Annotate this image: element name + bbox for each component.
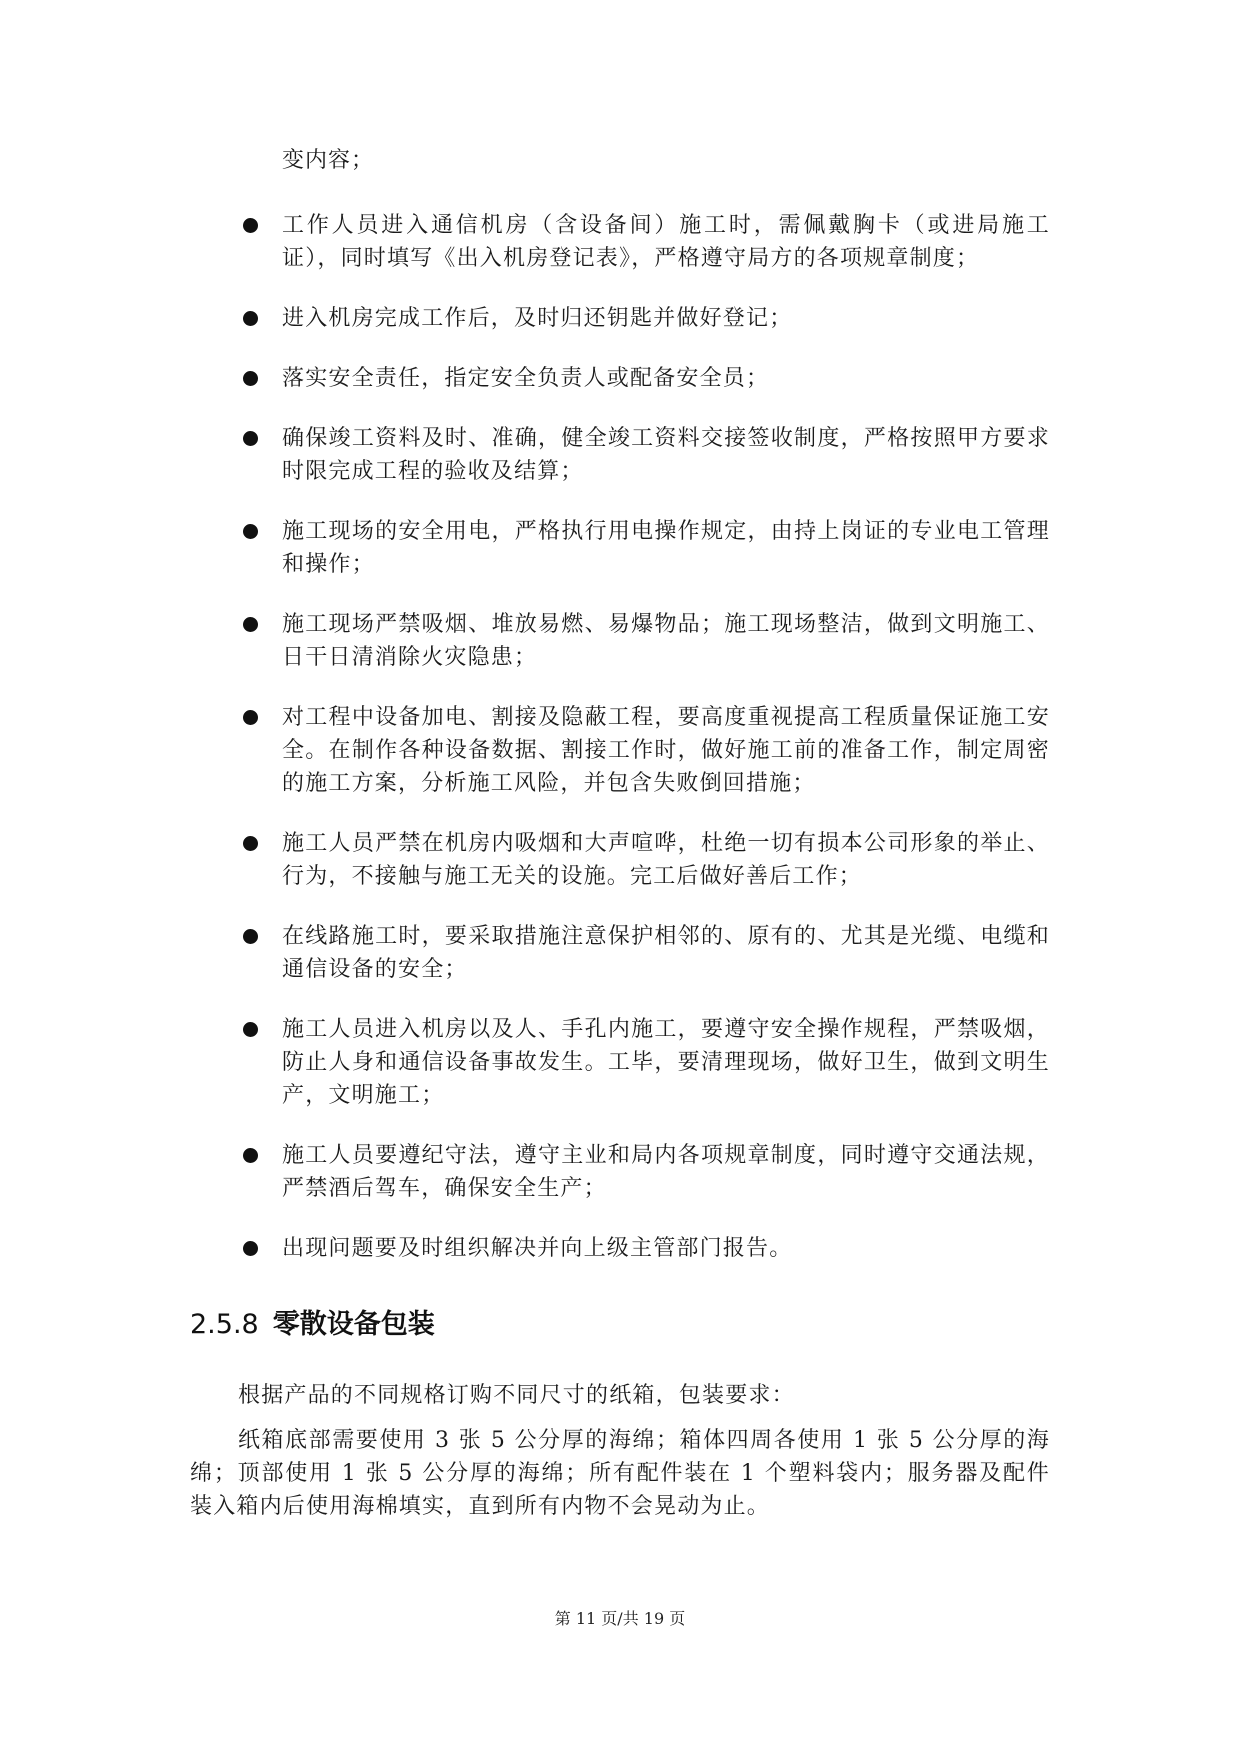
section-number: 2.5.8 xyxy=(190,1309,259,1340)
list-item-text: 工作人员进入通信机房（含设备间）施工时，需佩戴胸卡（或进局施工证），同时填写《出入机房登记表》，严格遵守局方的各项规章制度； xyxy=(282,213,1050,271)
bullet-icon xyxy=(243,431,258,446)
bullet-icon xyxy=(243,710,258,725)
continuation-text: 变内容； xyxy=(282,148,375,173)
bullet-list xyxy=(190,209,1050,1265)
bullet-icon xyxy=(243,218,258,233)
page-footer: 第 11 页/共 19 页 xyxy=(554,1609,686,1628)
list-item xyxy=(190,1013,1050,1112)
bullet-icon xyxy=(243,1148,258,1163)
body-paragraph: 根据产品的不同规格订购不同尺寸的纸箱，包装要求： xyxy=(238,1383,795,1408)
body-paragraph: 纸箱底部需要使用 3 张 5 公分厚的海绵；箱体四周各使用 1 张 5 公分厚的海绵；顶部使用 1 张 5 公分厚的海绵；所有配件装在 1 个塑料袋内；服务器及配件装入箱内后使用海棉填实，直到所有内物不会晃动为止。 xyxy=(190,1428,1050,1519)
list-item-text: 施工人员进入机房以及人、手孔内施工，要遵守安全操作规程，严禁吸烟，防止人身和通信设备事故发生。工毕，要清理现场，做好卫生，做到文明生产，文明施工； xyxy=(282,1017,1050,1108)
bullet-icon xyxy=(243,524,258,539)
list-item-text: 出现问题要及时组织解决并向上级主管部门报告。 xyxy=(282,1236,793,1261)
list-item-text: 落实安全责任，指定安全负责人或配备安全员； xyxy=(282,366,770,391)
section-heading xyxy=(190,1307,1050,1343)
bullet-icon xyxy=(243,311,258,326)
list-item xyxy=(190,608,1050,674)
list-item-text: 施工现场严禁吸烟、堆放易燃、易爆物品；施工现场整洁，做到文明施工、日干日清消除火灾隐患； xyxy=(282,612,1050,670)
list-item-text: 进入机房完成工作后，及时归还钥匙并做好登记； xyxy=(282,306,793,331)
list-item xyxy=(190,209,1050,275)
list-item-text: 施工人员要遵纪守法，遵守主业和局内各项规章制度，同时遵守交通法规，严禁酒后驾车，确保安全生产； xyxy=(282,1143,1050,1201)
section-title: 零散设备包装 xyxy=(272,1309,435,1340)
list-item xyxy=(190,302,1050,335)
list-item xyxy=(190,827,1050,893)
bullet-icon xyxy=(243,617,258,632)
list-item xyxy=(190,515,1050,581)
list-item xyxy=(190,422,1050,488)
list-item xyxy=(190,701,1050,800)
bullet-icon xyxy=(243,1241,258,1256)
page-content xyxy=(190,145,1050,1535)
list-item-text: 施工人员严禁在机房内吸烟和大声喧哗，杜绝一切有损本公司形象的举止、行为，不接触与施工无关的设施。完工后做好善后工作； xyxy=(282,831,1050,889)
list-item-text: 确保竣工资料及时、准确，健全竣工资料交接签收制度，严格按照甲方要求时限完成工程的验收及结算； xyxy=(282,426,1050,484)
bullet-icon xyxy=(243,929,258,944)
bullet-icon xyxy=(243,371,258,386)
list-item-text: 在线路施工时，要采取措施注意保护相邻的、原有的、尤其是光缆、电缆和通信设备的安全； xyxy=(282,924,1050,982)
bullet-icon xyxy=(243,1022,258,1037)
list-item xyxy=(190,1139,1050,1205)
list-item xyxy=(190,362,1050,395)
list-item-text: 对工程中设备加电、割接及隐蔽工程，要高度重视提高工程质量保证施工安全。在制作各种设备数据、割接工作时，做好施工前的准备工作，制定周密的施工方案，分析施工风险，并包含失败倒回措施； xyxy=(282,705,1050,796)
list-item xyxy=(190,1232,1050,1265)
list-item-text: 施工现场的安全用电，严格执行用电操作规定，由持上岗证的专业电工管理和操作； xyxy=(282,519,1050,577)
bullet-icon xyxy=(243,836,258,851)
list-item xyxy=(190,920,1050,986)
